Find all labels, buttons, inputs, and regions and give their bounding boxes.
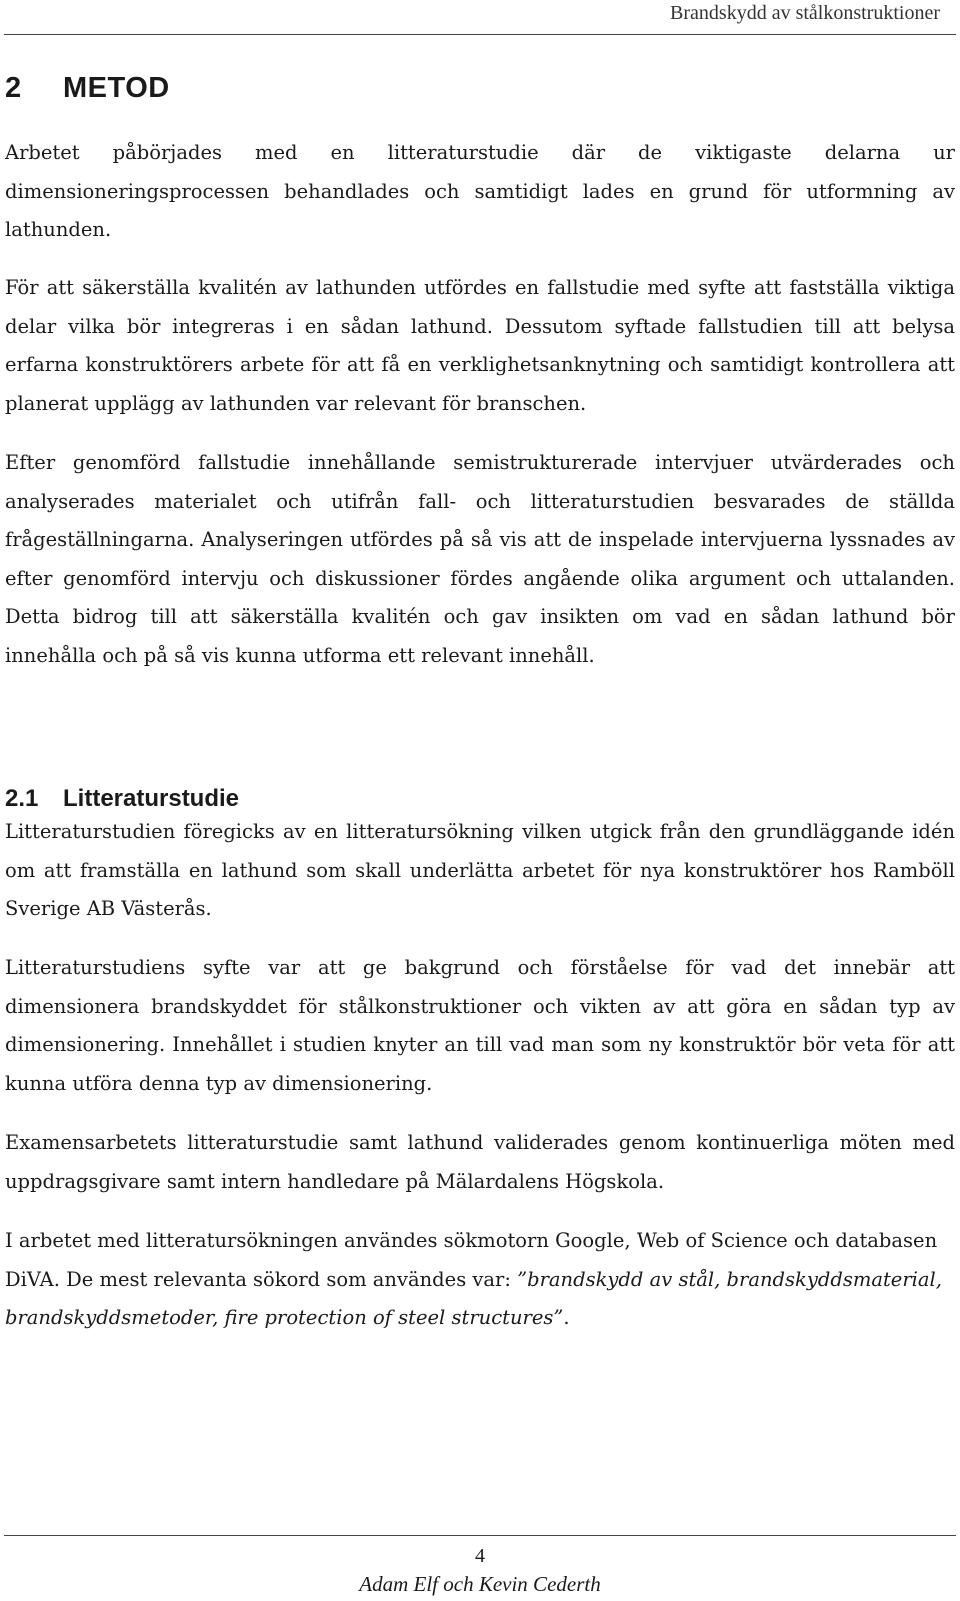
- section-paragraph-2: För att säkerställa kvalitén av lathunden utfördes en fallstudie med syfte att fastställa viktiga delar vilka bör integreras i en sådan lathund. Dessutom syftade fallstudien till att belysa erfarna konstruktörers arbete för att få en verklighetsanknytning och samtidigt kontrollera att planerat upplägg av lathunden var relevant för branschen.: [5, 276, 955, 415]
- section-number: 2: [5, 72, 22, 104]
- running-header-title: Brandskydd av stålkonstruktioner: [670, 2, 940, 24]
- subsection-title: Litteraturstudie: [63, 785, 240, 812]
- page-number: 4: [475, 1545, 485, 1567]
- subsection-paragraph-1: Litteraturstudien föregicks av en litteratursökning vilken utgick från den grundläggande idén om att framställa en lathund som skall underlätta arbetet för nya konstruktörer hos Ramböll Sverige AB Västerås.: [5, 820, 955, 921]
- section-title: METOD: [63, 72, 170, 104]
- subsection-heading: [5, 784, 239, 814]
- subsection-paragraph-4: [5, 1222, 955, 1338]
- subsection-paragraph-3: Examensarbetets litteraturstudie samt lathund validerades genom kontinuerliga möten med uppdragsgivare samt intern handledare på Mälardalens Högskola.: [5, 1131, 955, 1193]
- header-divider: [4, 34, 956, 35]
- section-paragraph-3: Efter genomförd fallstudie innehållande semistrukturerade intervjuer utvärderades och analyserades materialet och utifrån fall- och litteraturstudien besvarades de ställda frågeställningarna. Analyseringen utfördes på så vis att de inspelade intervjuerna lyssnades av efter genomförd intervju och diskussioner fördes angående olika argument och uttalanden. Detta bidrog till att säkerställa kvalitén och gav insikten om vad en sådan lathund bör innehålla och på så vis kunna utforma ett relevant innehåll.: [5, 451, 955, 667]
- search-text: I arbetet med litteratursökningen användes sökmotorn Google, Web of Science och databasen DiVA. De mest relevanta sökord som användes var:: [5, 1229, 938, 1291]
- section-heading: [5, 70, 170, 106]
- footer-authors: Adam Elf och Kevin Cederth: [359, 1572, 601, 1596]
- subsection-number: 2.1: [5, 785, 39, 812]
- search-keywords: ”brandskydd av stål, brandskyddsmaterial, brandskyddsmetoder, fire protection of steel structures”: [5, 1267, 942, 1330]
- section-paragraph-1: Arbetet påbörjades med en litteraturstudie där de viktigaste delarna ur dimensioneringsprocessen behandlades och samtidigt lades en grund för utformning av lathunden.: [5, 141, 955, 242]
- search-end: .: [563, 1306, 570, 1330]
- subsection-paragraph-2: Litteraturstudiens syfte var att ge bakgrund och förståelse för vad det innebär att dimensionera brandskyddet för stålkonstruktioner och vikten av att göra en sådan typ av dimensionering. Innehållet i studien knyter an till vad man som ny konstruktör bör veta för att kunna utföra denna typ av dimensionering.: [5, 956, 955, 1095]
- footer-divider: [4, 1535, 956, 1536]
